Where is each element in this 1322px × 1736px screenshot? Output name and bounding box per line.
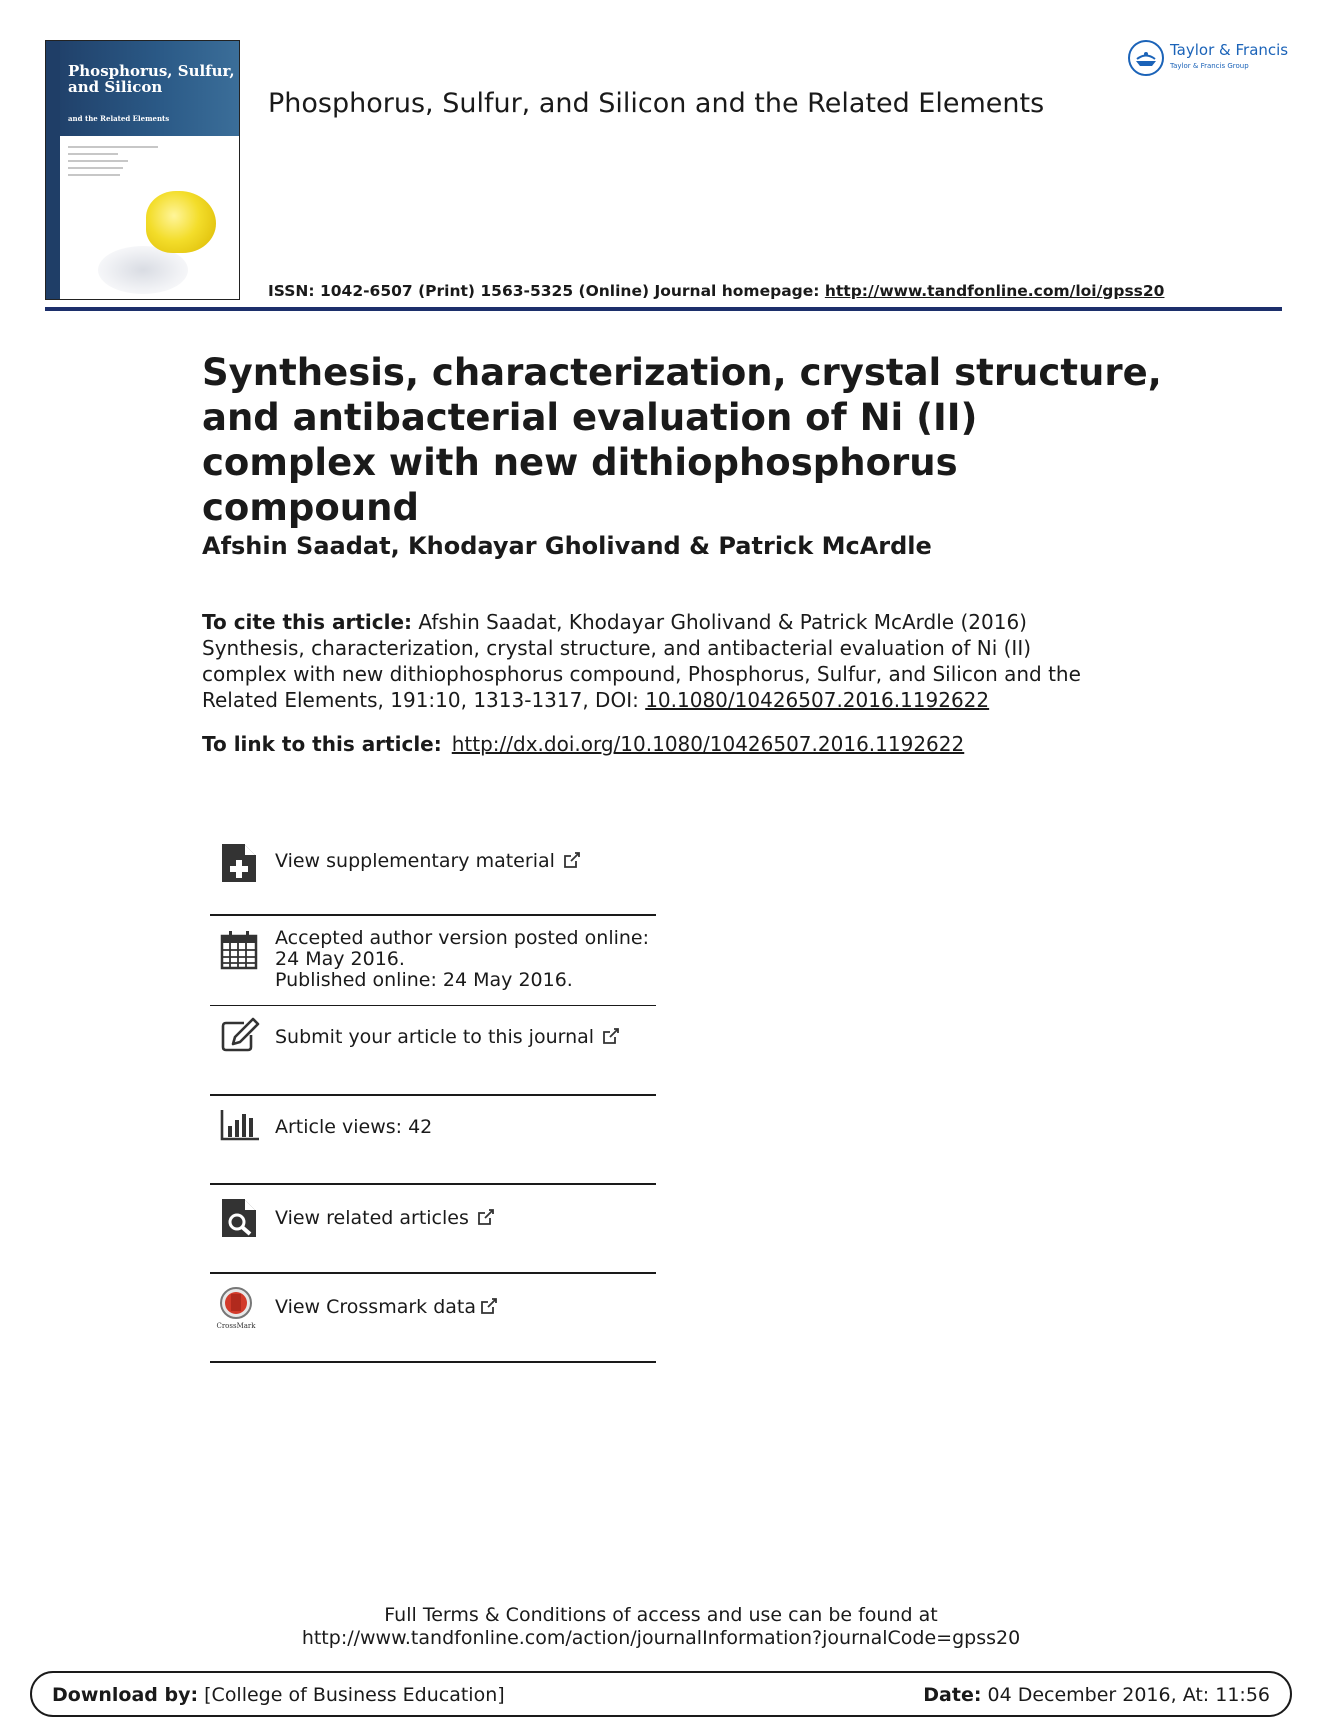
- journal-name: Phosphorus, Sulfur, and Silicon and the Related Elements: [268, 88, 1045, 119]
- bar-chart-icon: [220, 1108, 258, 1148]
- related-row[interactable]: [210, 1197, 656, 1257]
- panel-divider: [210, 1272, 656, 1274]
- dates-text: [275, 928, 655, 991]
- article-views: Article views: 42: [275, 1116, 433, 1138]
- article-doi-url[interactable]: http://dx.doi.org/10.1080/10426507.2016.1192622: [451, 732, 965, 756]
- external-link-icon: [602, 1027, 620, 1050]
- file-search-icon: [220, 1197, 258, 1237]
- download-label: Download by:: [52, 1684, 199, 1706]
- external-link-icon: [480, 1297, 498, 1320]
- publisher-name: Taylor & Francis: [1170, 41, 1289, 59]
- cover-text-lines: [68, 146, 158, 181]
- panel-divider: [210, 1005, 656, 1006]
- external-link-icon: [563, 851, 581, 874]
- journal-homepage-link[interactable]: http://www.tandfonline.com/loi/gpss20: [824, 282, 1165, 300]
- panel-divider: [210, 1094, 656, 1096]
- dates-row: [210, 928, 656, 1008]
- publisher-group: Taylor & Francis Group: [1170, 62, 1249, 70]
- calendar-icon: [220, 930, 258, 970]
- cover-spine: [46, 41, 60, 299]
- date-label: Date:: [923, 1684, 982, 1706]
- link-label: To link to this article:: [202, 732, 442, 756]
- panel-divider: [210, 1361, 656, 1363]
- issn-line: [268, 282, 1164, 300]
- supplementary-label: View supplementary material: [275, 850, 555, 872]
- cover-crystal-image: [146, 191, 216, 253]
- citation-block: [202, 609, 1102, 713]
- cite-text: Afshin Saadat, Khodayar Gholivand & Patrick McArdle (2016) Synthesis, characterization, crystal structure, and antibacterial evaluation of Ni (II) complex with new dithiophosphorus compound, Phosphorus, Sulfur, and Silicon and the Related Elements, 191:10, 1313-1317, DOI:: [202, 610, 1081, 712]
- terms-line: Full Terms & Conditions of access and use can be found at: [384, 1604, 938, 1626]
- related-label: View related articles: [275, 1207, 469, 1229]
- submit-label: Submit your article to this journal: [275, 1026, 595, 1048]
- cover-crystal-shadow: [98, 246, 188, 294]
- published-date: Published online: 24 May 2016.: [275, 969, 573, 991]
- edit-icon: [220, 1017, 258, 1057]
- related-articles-link[interactable]: [275, 1208, 495, 1231]
- taylor-francis-emblem-icon: [1128, 40, 1164, 76]
- file-plus-icon: [220, 842, 258, 882]
- article-authors: Afshin Saadat, Khodayar Gholivand & Patrick McArdle: [202, 532, 932, 560]
- cover-title: Phosphorus, Sulfur, and Silicon: [68, 62, 235, 96]
- accepted-date: Accepted author version posted online: 24 May 2016.: [275, 927, 650, 970]
- download-institution: [College of Business Education]: [198, 1684, 505, 1706]
- journal-cover-image: [45, 40, 240, 300]
- submit-row[interactable]: [210, 1015, 656, 1075]
- crossmark-label: View Crossmark data: [275, 1296, 477, 1318]
- supplementary-row[interactable]: [210, 842, 656, 902]
- submit-article-link[interactable]: [275, 1027, 620, 1050]
- supplementary-link[interactable]: [275, 851, 581, 874]
- crossmark-logo-text: CrossMark: [216, 1322, 256, 1330]
- panel-divider: [210, 914, 656, 916]
- download-date: [923, 1684, 1270, 1706]
- issn-text: ISSN: 1042-6507 (Print) 1563-5325 (Online) Journal homepage:: [268, 282, 825, 300]
- article-title: Synthesis, characterization, crystal structure, and antibacterial evaluation of Ni (II) complex with new dithiophosphorus compound: [202, 351, 1162, 529]
- crossmark-link[interactable]: [275, 1297, 498, 1320]
- crossmark-icon: [214, 1286, 258, 1330]
- cover-subtitle: and the Related Elements: [68, 114, 170, 123]
- taylor-francis-logo[interactable]: [1128, 38, 1288, 78]
- doi-link[interactable]: 10.1080/10426507.2016.1192622: [645, 688, 990, 712]
- terms-and-conditions: [0, 1604, 1322, 1650]
- header-divider: [45, 307, 1282, 311]
- article-link-line: [202, 732, 964, 756]
- crossmark-row[interactable]: [210, 1286, 656, 1346]
- external-link-icon: [477, 1208, 495, 1231]
- download-info-bar: [30, 1671, 1292, 1717]
- date-value: 04 December 2016, At: 11:56: [981, 1684, 1270, 1706]
- panel-divider: [210, 1183, 656, 1185]
- cite-label: To cite this article:: [202, 610, 413, 634]
- download-by: [52, 1684, 505, 1706]
- views-row: [210, 1108, 656, 1168]
- terms-url[interactable]: http://www.tandfonline.com/action/journalInformation?journalCode=gpss20: [301, 1627, 1021, 1649]
